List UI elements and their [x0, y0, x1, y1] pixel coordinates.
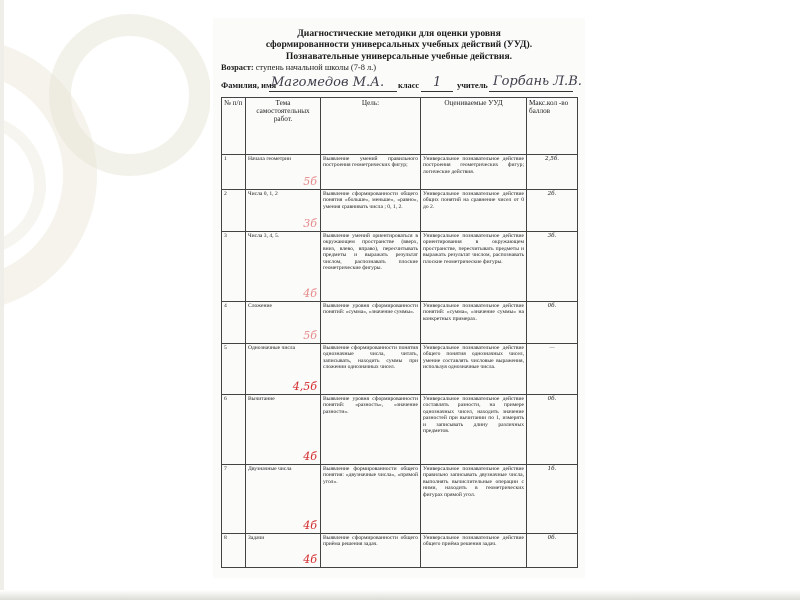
class-label: класс: [398, 81, 420, 90]
row-goal: Выявление уровня сформированности понятий: «разность», «значение разности».: [321, 395, 421, 465]
teacher-label: учитель: [457, 81, 488, 90]
header-num: № п/п: [222, 98, 246, 155]
name-row: [221, 81, 276, 90]
class-value: 1: [433, 75, 442, 90]
row-goal: Выявление уровня сформированности понятий: «сумма», «значение суммы».: [321, 302, 421, 344]
table-row: [222, 302, 578, 344]
document-subtitle: Познавательные универсальные учебные действия.: [285, 51, 513, 62]
table-row: [222, 534, 578, 568]
row-uud: Универсальное познавательное действие общего приёма решения задач.: [421, 534, 527, 568]
row-uud: Универсальное познавательное действие понятий: «сумма», «значение суммы» на конкретных примерах.: [421, 302, 527, 344]
red-grade-mark: 5б: [303, 175, 317, 188]
age-row: [221, 63, 376, 72]
row-topic-text: Числа 3, 4, 5.: [248, 233, 280, 239]
red-grade-mark: 4б: [303, 553, 317, 566]
row-num: 1: [222, 155, 246, 190]
table-row: [222, 395, 578, 465]
row-topic: [246, 155, 321, 190]
row-max-score: 0б.: [527, 395, 578, 465]
red-grade-mark: 4,5б: [292, 380, 317, 393]
name-underline: [269, 91, 397, 92]
row-num: 7: [222, 465, 246, 534]
row-goal: Выявление сформированности общего приёма решения задач.: [321, 534, 421, 568]
row-topic-text: Сложение: [248, 303, 272, 309]
row-max-score: 0б.: [527, 534, 578, 568]
row-topic-text: Вычитание: [248, 396, 275, 402]
row-num: 8: [222, 534, 246, 568]
row-num: 3: [222, 232, 246, 302]
row-topic-text: Числа 0, 1, 2: [248, 191, 278, 197]
row-max-score: 1б.: [527, 465, 578, 534]
table-row: [222, 344, 578, 395]
row-max-score: 0б.: [527, 302, 578, 344]
row-goal: Выявление сформированности понятия однозначные числа, читать, записывать, находить суммы при сложении однозначных чисел.: [321, 344, 421, 395]
row-num: 5: [222, 344, 246, 395]
student-name: Магомедов М.А.: [271, 75, 385, 90]
row-num: 2: [222, 190, 246, 232]
row-topic-text: Задачи: [248, 535, 265, 541]
row-topic: [246, 534, 321, 568]
table-row: [222, 155, 578, 190]
row-max-score: —: [527, 344, 578, 395]
red-grade-mark: 4б: [303, 287, 317, 300]
assessment-table: [221, 97, 578, 568]
name-label: Фамилия, имя: [221, 81, 277, 90]
age-value: ступень начальной школы (7-8 л.): [253, 63, 377, 72]
row-max-score: 2б.: [527, 190, 578, 232]
row-topic: [246, 232, 321, 302]
teacher-name: Горбань Л.В.: [493, 74, 582, 89]
row-max-score: 2,5б.: [527, 155, 578, 190]
row-uud: Универсальное познавательное действие правильно записывать двузначные числа, выполнять вычислительные операции с ними, находить в геометрических фигурах прямой угол.: [421, 465, 527, 534]
teacher-underline: [489, 91, 573, 92]
row-uud: Универсальное познавательное действие общего понятия однозначных чисел, умение составлять числовые выражения, используя однозначные числа.: [421, 344, 527, 395]
row-goal: Выявление умений правильного построения геометрических фигур;: [321, 155, 421, 190]
document-title-line-2: сформированности универсальных учебных действий (УУД).: [265, 39, 533, 50]
slide-bottom-band: [0, 590, 800, 600]
row-uud: Универсальное познавательное действие общих понятий на сравнение чисел от 0 до 2.: [421, 190, 527, 232]
row-topic: [246, 302, 321, 344]
red-grade-mark: 4б: [303, 519, 317, 532]
slide-decoration: [0, 0, 210, 600]
header-topic: Тема самостоятельных работ.: [246, 98, 321, 155]
row-num: 4: [222, 302, 246, 344]
row-topic: [246, 344, 321, 395]
row-uud: Универсальное познавательное действие ориентирования в окружающем пространстве, пересчитывать предметы и выражать результат числом, распознавать плоские геометрические фигуры.: [421, 232, 527, 302]
row-goal: Выявление умений ориентироваться в окружающем пространстве (вверх, вниз, влево, вправо), пересчитывать предметы и выражать результат числом, распознавать плоские геометрические фигуры.: [321, 232, 421, 302]
row-topic-text: Однозначные числа: [248, 345, 296, 351]
document-title-line-1: Диагностические методики для оценки уровня: [297, 28, 501, 39]
row-topic: [246, 190, 321, 232]
header-uud: Оцениваемые УУД: [421, 98, 527, 155]
red-grade-mark: 5б: [303, 329, 317, 342]
class-underline: [421, 91, 453, 92]
row-goal: Выявление сформированности общего понятия «больше», меньше», «равно», умения сравнивать числа ; 0, 1, 2.: [321, 190, 421, 232]
header-max: Макс.кол -во баллов: [527, 98, 578, 155]
row-goal: Выявление формированности общего понятия: «двузначные числа», «прямой угол».: [321, 465, 421, 534]
age-label: Возраст:: [221, 63, 254, 72]
row-num: 6: [222, 395, 246, 465]
row-topic: [246, 395, 321, 465]
row-max-score: 3б.: [527, 232, 578, 302]
header-goal: Цель:: [321, 98, 421, 155]
row-uud: Универсальное познавательное действие составлять разности, на примере однозначных чисел, находить значение разностей при вычитании по 1, измерять и записывать длину различных предметов.: [421, 395, 527, 465]
row-topic-text: Двузначные числа: [248, 466, 292, 472]
red-grade-mark: 4б: [303, 450, 317, 463]
table-header-row: [222, 98, 578, 155]
table-row: [222, 232, 578, 302]
scanned-document: [213, 18, 585, 578]
row-topic: [246, 465, 321, 534]
table-row: [222, 465, 578, 534]
row-topic-text: Начала геометрии: [248, 156, 292, 162]
row-uud: Универсальное познавательное действие построения геометрических фигур; логические действия.: [421, 155, 527, 190]
table-row: [222, 190, 578, 232]
red-grade-mark: 3б: [303, 217, 317, 230]
